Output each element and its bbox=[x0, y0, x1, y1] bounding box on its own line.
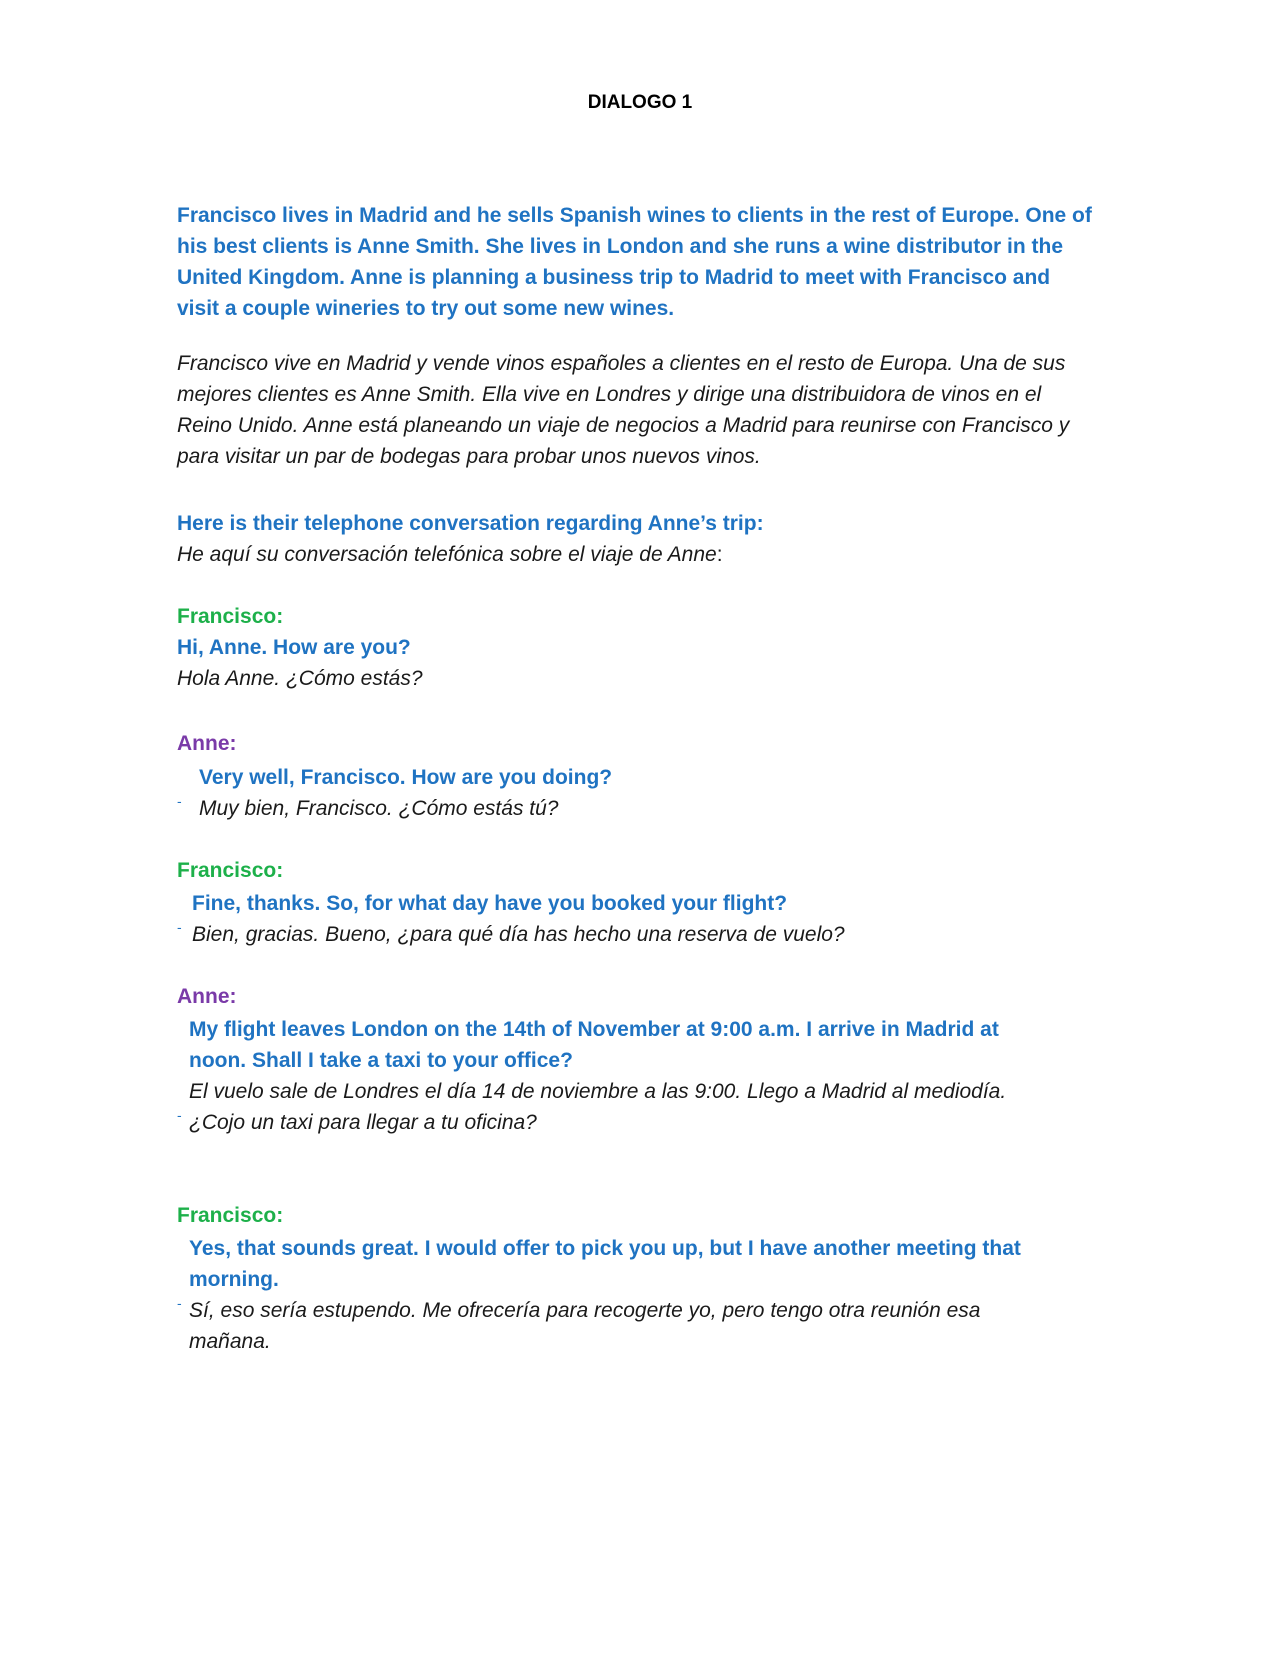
dialogue-turn-1 bbox=[177, 601, 1097, 694]
turn-spanish-line-1: El vuelo sale de Londres el día 14 de noviembre a las 9:00. Llego a Madrid al mediodía. bbox=[189, 1080, 1007, 1103]
bullet-dash: - bbox=[177, 793, 182, 809]
dialogue-turn-4 bbox=[177, 981, 1097, 1138]
turn-spanish: Bien, gracias. Bueno, ¿para qué día has hecho una reserva de vuelo? bbox=[192, 923, 845, 946]
turn-english: Fine, thanks. So, for what day have you booked your flight? bbox=[192, 892, 788, 915]
speaker-label: Francisco: bbox=[177, 1204, 284, 1227]
intro-spanish: Francisco vive en Madrid y vende vinos españoles a clientes en el resto de Europa. Una de sus mejores clientes es Anne Smith. Ella vive en Londres y dirige una distribuidora de vinos en el Reino Unido. Anne está planeando un viaje de negocios a Madrid para reunirse con Francisco y para visitar un par de bodegas para probar unos nuevos vinos. bbox=[177, 352, 1070, 468]
turn-spanish: Muy bien, Francisco. ¿Cómo estás tú? bbox=[199, 797, 559, 820]
document-body bbox=[177, 200, 1097, 1357]
intro-english: Francisco lives in Madrid and he sells Spanish wines to clients in the rest of Europe. One of his best clients is Anne Smith. She lives in London and she runs a wine distributor in the United Kingdom. Anne is planning a business trip to Madrid to meet with Francisco and visit a couple wineries to try out some new wines. bbox=[177, 204, 1092, 320]
lead-spanish bbox=[177, 539, 1097, 570]
lead-english: Here is their telephone conversation regarding Anne’s trip: bbox=[177, 512, 764, 535]
turn-english: Very well, Francisco. How are you doing? bbox=[199, 766, 613, 789]
dialogue-turn-3 bbox=[177, 855, 1097, 950]
turn-spanish-line-2: ¿Cojo un taxi para llegar a tu oficina? bbox=[189, 1111, 537, 1134]
bullet-dash: - bbox=[177, 1107, 182, 1123]
speaker-label: Anne: bbox=[177, 985, 237, 1008]
lead-spanish-colon: : bbox=[716, 543, 723, 566]
turn-english: My flight leaves London on the 14th of November at 9:00 a.m. I arrive in Madrid at noon. Shall I take a taxi to your office? bbox=[189, 1018, 999, 1072]
turn-spanish: Hola Anne. ¿Cómo estás? bbox=[177, 667, 423, 690]
turn-spanish: Sí, eso sería estupendo. Me ofrecería para recogerte yo, pero tengo otra reunión esa mañana. bbox=[189, 1299, 981, 1353]
dialogue-turn-5 bbox=[177, 1200, 1097, 1357]
dialogue-turn-2 bbox=[177, 728, 1097, 824]
speaker-label: Francisco: bbox=[177, 859, 284, 882]
bullet-dash: - bbox=[177, 919, 182, 935]
speaker-label: Anne: bbox=[177, 732, 237, 755]
document-title: DIALOGO 1 bbox=[587, 92, 693, 113]
turn-english: Yes, that sounds great. I would offer to pick you up, but I have another meeting that morning. bbox=[189, 1237, 1021, 1291]
turn-english: Hi, Anne. How are you? bbox=[177, 636, 411, 659]
lead-spanish-text: He aquí su conversación telefónica sobre el viaje de Anne bbox=[177, 543, 717, 566]
speaker-label: Francisco: bbox=[177, 605, 284, 628]
bullet-dash: - bbox=[177, 1295, 182, 1311]
